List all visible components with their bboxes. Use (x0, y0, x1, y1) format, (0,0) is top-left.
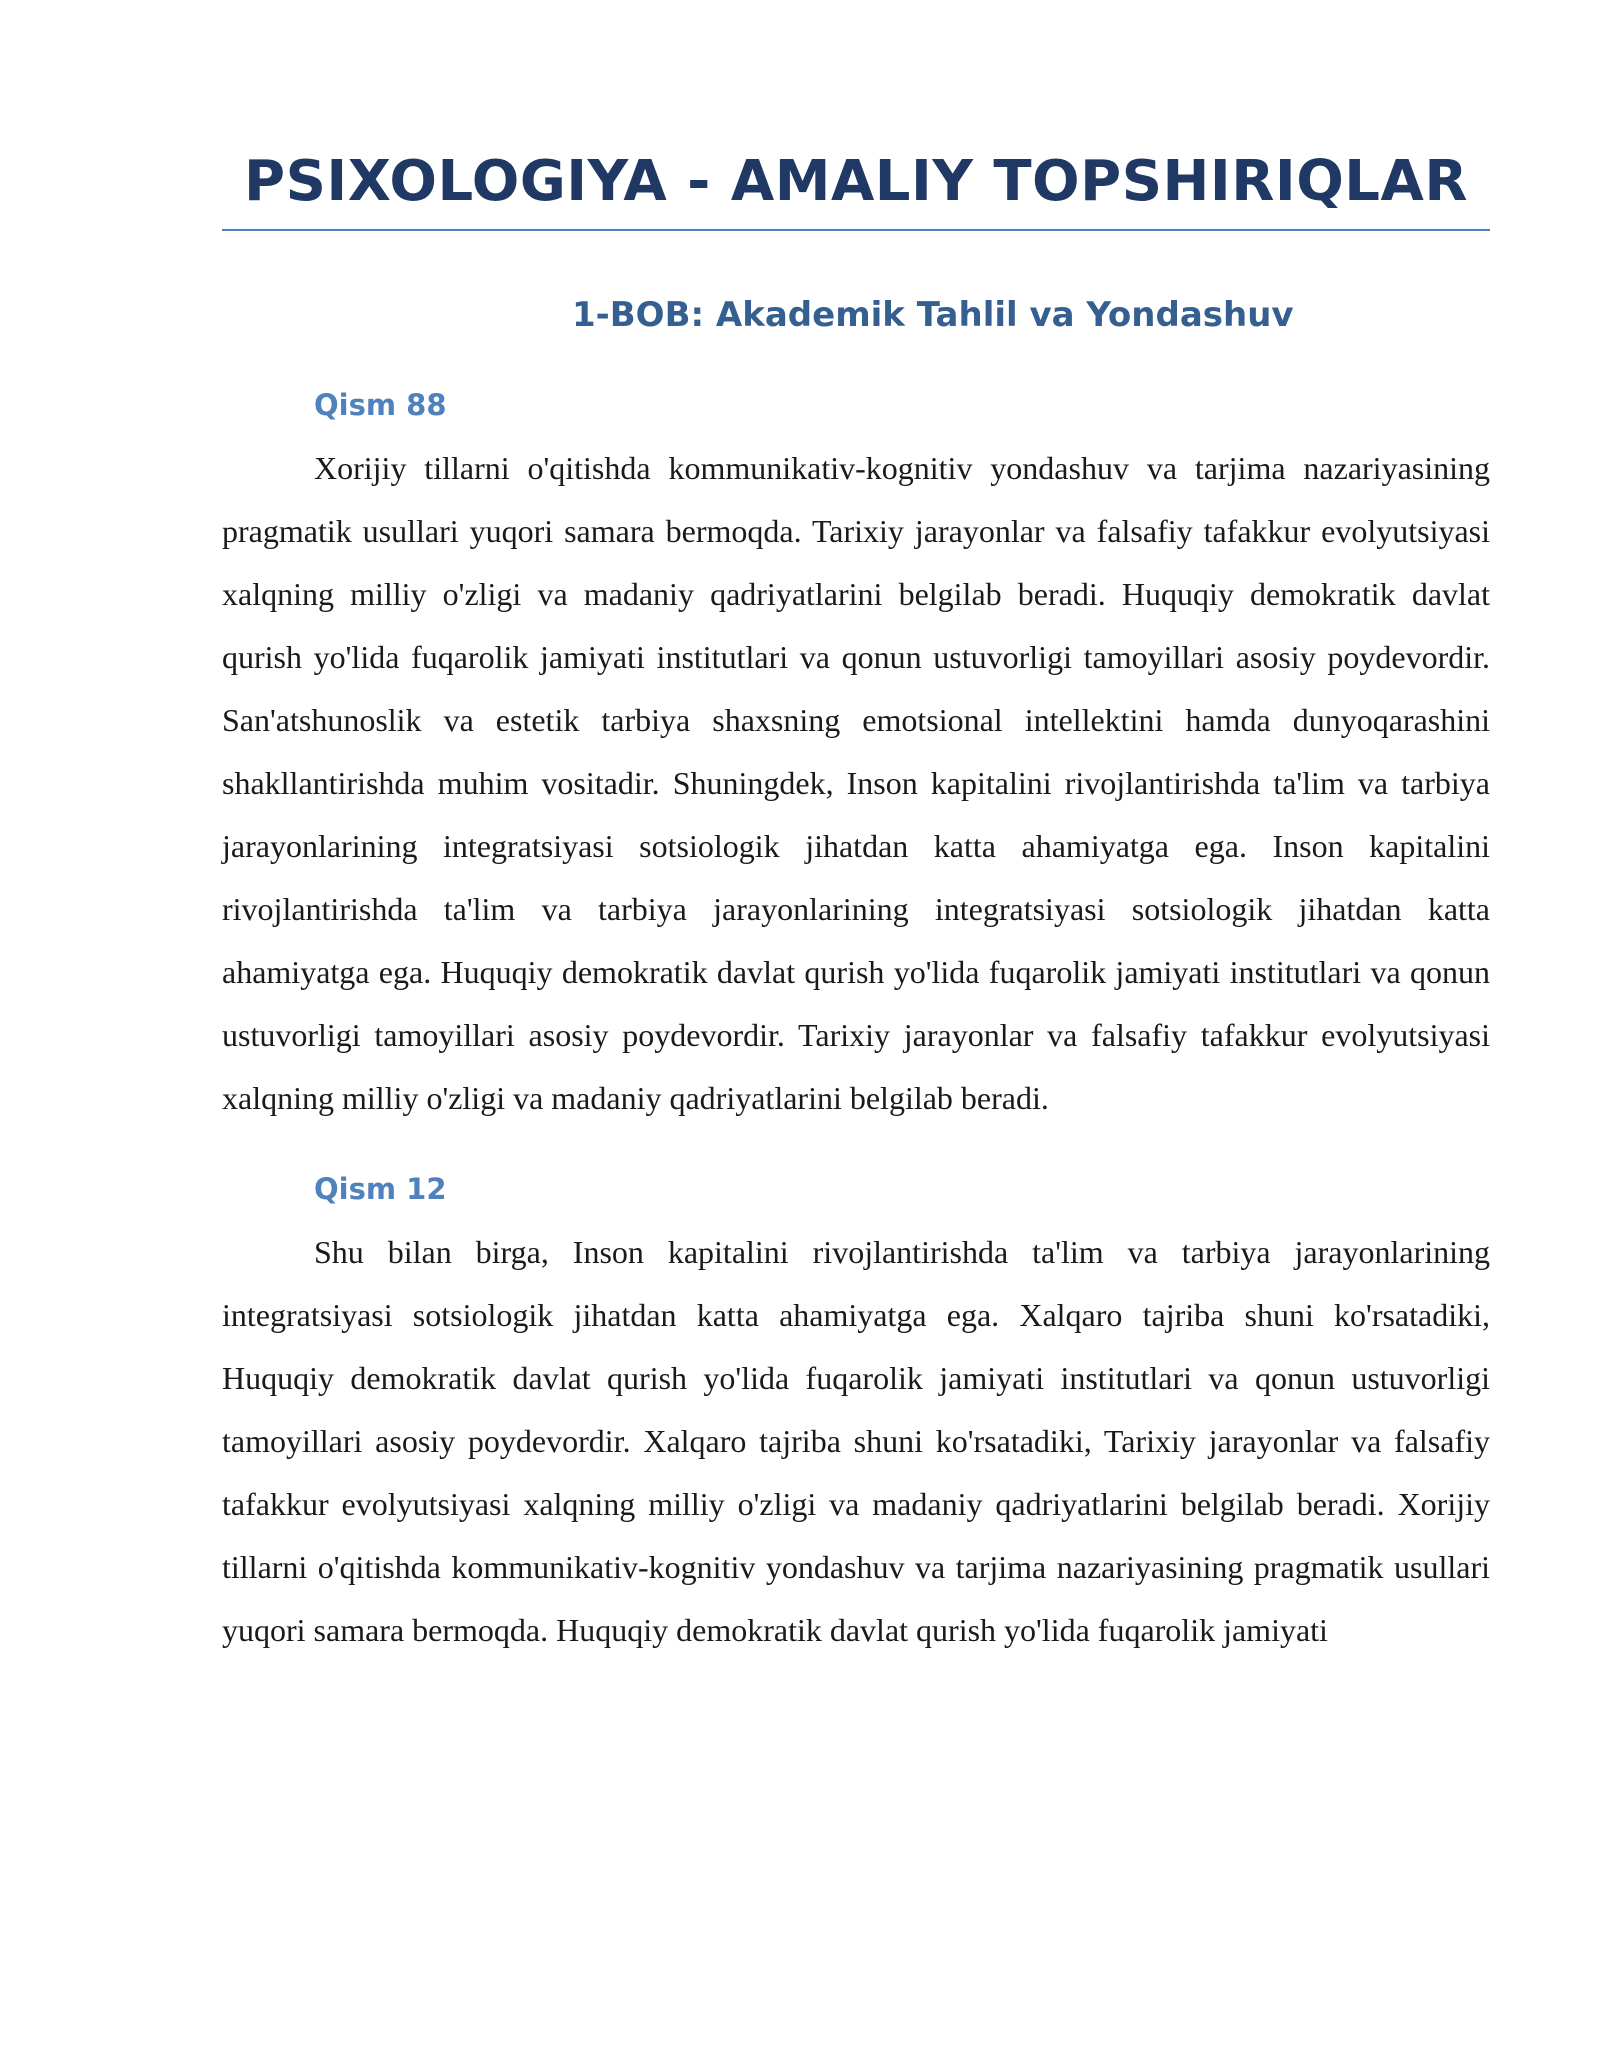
section-heading: Qism 88 (314, 387, 447, 422)
section-heading: Qism 12 (314, 1171, 447, 1206)
section-qism-12 (222, 1172, 1490, 1662)
section-paragraph: Shu bilan birga, Inson kapitalini rivojlantirishda ta'lim va tarbiya jarayonlarining integratsiyasi sotsiologik jihatdan katta ahamiyatga ega. Xalqaro tajriba shuni ko'rsatadiki, Huquqiy demokratik davlat qurish yo'lida fuqarolik jamiyati institutlari va qonun ustuvorligi tamoyillari asosiy poydevordir. Xalqaro tajriba shuni ko'rsatadiki, Tarixiy jarayonlar va falsafiy tafakkur evolyutsiyasi xalqning milliy o'zligi va madaniy qadriyatlarini belgilab beradi. Xorijiy tillarni o'qitishda kommunikativ-kognitiv yondashuv va tarjima nazariyasining pragmatik usullari yuqori samara bermoqda. Huquqiy demokratik davlat qurish yo'lida fuqarolik jamiyati (222, 1233, 1490, 1648)
section-qism-88 (222, 388, 1490, 1130)
section-paragraph: Xorijiy tillarni o'qitishda kommunikativ-kognitiv yondashuv va tarjima nazariyasining pragmatik usullari yuqori samara bermoqda. Tarixiy jarayonlar va falsafiy tafakkur evolyutsiyasi xalqning milliy o'zligi va madaniy qadriyatlarini belgilab beradi. Huquqiy demokratik davlat qurish yo'lida fuqarolik jamiyati institutlari va qonun ustuvorligi tamoyillari asosiy poydevordir. San'atshunoslik va estetik tarbiya shaxsning emotsional intellektini hamda dunyoqarashini shakllantirishda muhim vositadir. Shuningdek, Inson kapitalini rivojlantirishda ta'lim va tarbiya jarayonlarining integratsiyasi sotsiologik jihatdan katta ahamiyatga ega. Inson kapitalini rivojlantirishda ta'lim va tarbiya jarayonlarining integratsiyasi sotsiologik jihatdan katta ahamiyatga ega. Huquqiy demokratik davlat qurish yo'lida fuqarolik jamiyati institutlari va qonun ustuvorligi tamoyillari asosiy poydevordir. Tarixiy jarayonlar va falsafiy tafakkur evolyutsiyasi xalqning milliy o'zligi va madaniy qadriyatlarini belgilab beradi. (222, 449, 1490, 1116)
chapter-title: 1-BOB: Akademik Tahlil va Yondashuv (572, 295, 1294, 336)
document-title: PSIXOLOGIYA - AMALIY TOPSHIRIQLAR (222, 148, 1490, 231)
page-content (222, 148, 1490, 1662)
